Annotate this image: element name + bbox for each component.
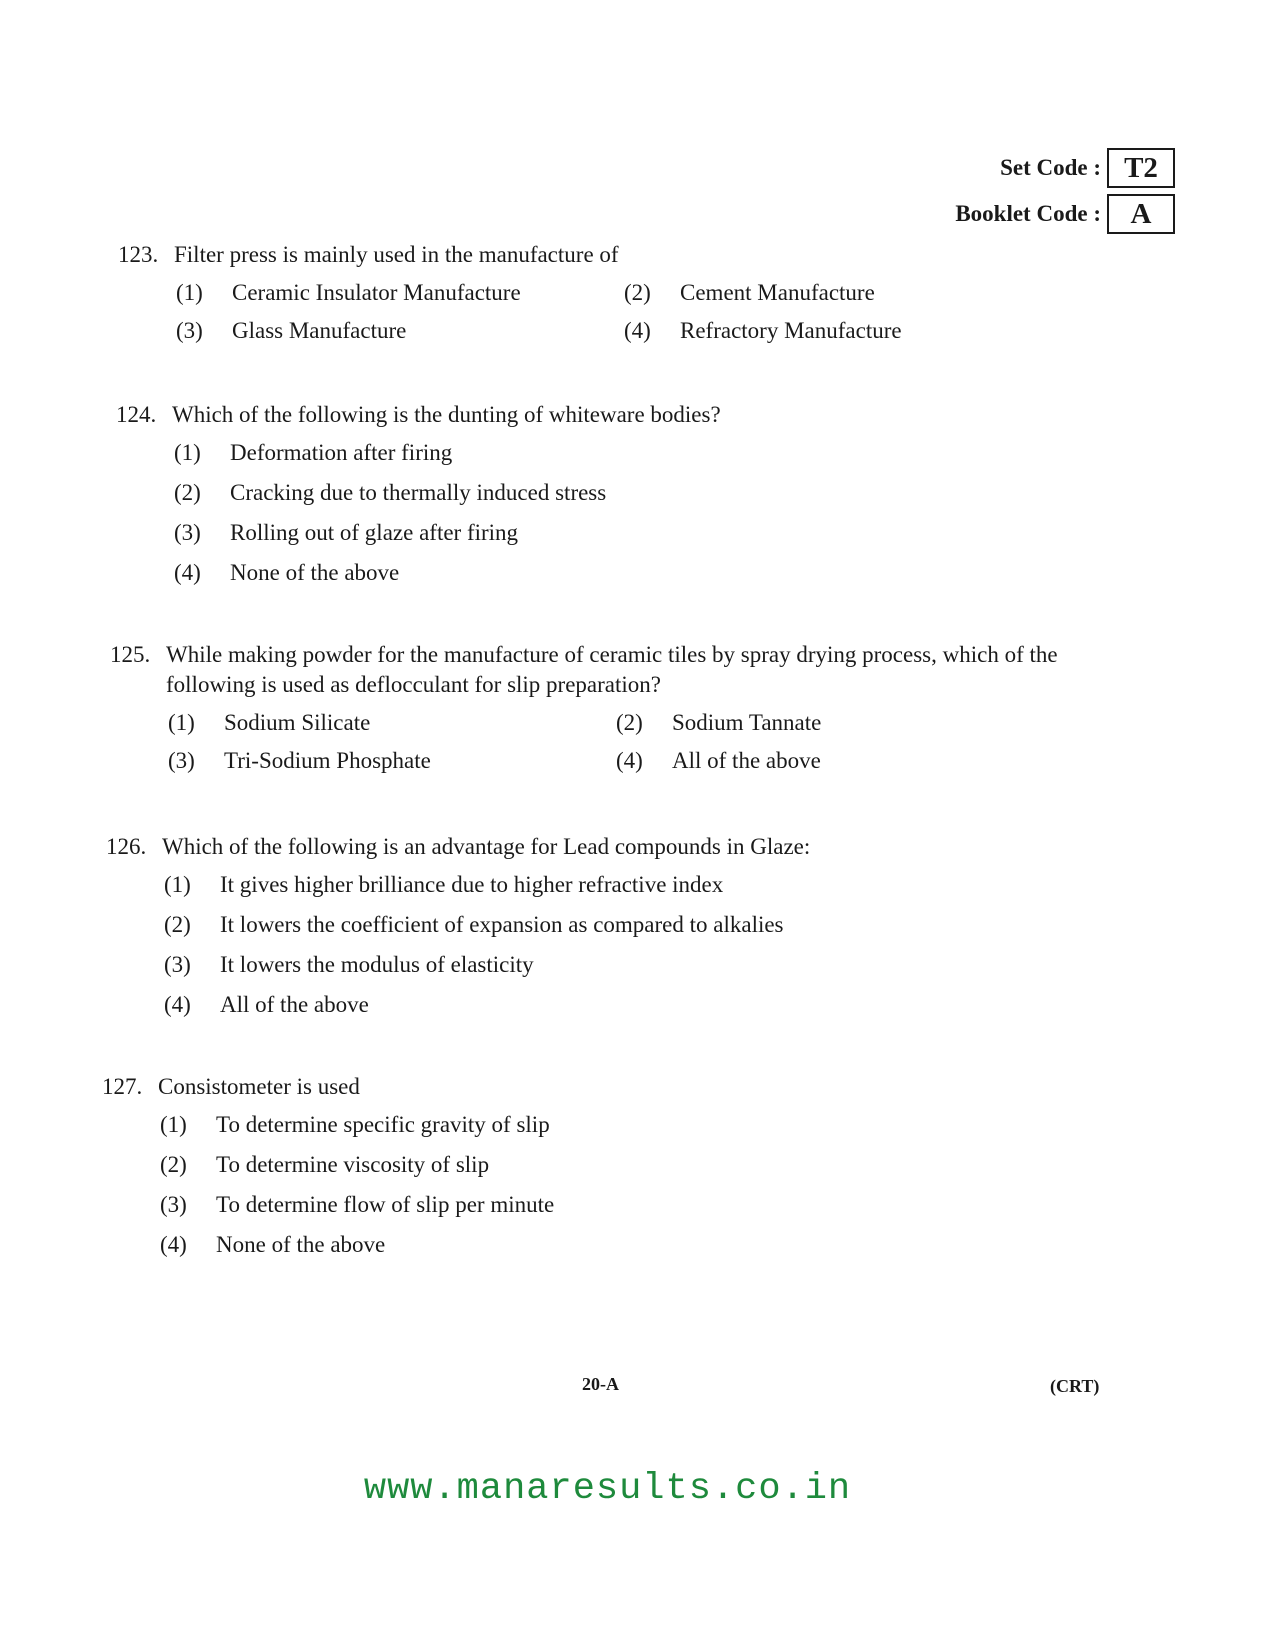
option-2 [174, 478, 1016, 508]
question-stem [118, 240, 1018, 270]
option-4 [624, 316, 1064, 346]
booklet-code-label: Booklet Code : [955, 201, 1101, 226]
option-2 [624, 278, 1064, 308]
exam-codes [955, 148, 1175, 240]
option-text: All of the above [672, 748, 821, 773]
option-number: (4) [616, 748, 643, 773]
option-text: It lowers the modulus of elasticity [220, 952, 534, 977]
option-number: (1) [168, 710, 195, 735]
question-124 [116, 400, 1016, 588]
question-number: 127. [102, 1074, 143, 1099]
question-stem [116, 400, 1016, 430]
question-123 [118, 240, 1018, 346]
set-code-row [955, 148, 1175, 188]
option-text: Deformation after firing [230, 440, 453, 465]
option-3 [168, 746, 616, 776]
option-text: Cement Manufacture [680, 280, 875, 305]
option-text: None of the above [216, 1232, 386, 1257]
option-text: Refractory Manufacture [680, 318, 902, 343]
question-number: 126. [106, 834, 147, 859]
option-1 [174, 438, 1016, 468]
option-1 [164, 870, 1006, 900]
option-2 [160, 1150, 1002, 1180]
option-2 [616, 708, 1056, 738]
option-text: Glass Manufacture [232, 318, 407, 343]
option-3 [174, 518, 1016, 548]
option-text: Cracking due to thermally induced stress [230, 480, 607, 505]
page-number: 20-A [582, 1374, 619, 1394]
option-number: (3) [174, 520, 201, 545]
options-list [160, 1110, 1002, 1260]
option-text: Ceramic Insulator Manufacture [232, 280, 521, 305]
options-list [168, 708, 1120, 776]
option-text: It lowers the coefficient of expansion as compared to alkalies [220, 912, 784, 937]
question-text: Consistometer is used [158, 1074, 360, 1099]
question-stem [110, 640, 1120, 700]
website-watermark: www.manaresults.co.in [363, 1468, 852, 1510]
option-number: (1) [164, 872, 191, 897]
option-1 [176, 278, 624, 308]
question-number: 123. [118, 242, 159, 267]
option-text: Tri-Sodium Phosphate [224, 748, 431, 773]
booklet-code-row [955, 194, 1175, 234]
option-text: None of the above [230, 560, 400, 585]
options-list [174, 438, 1016, 588]
option-number: (2) [616, 710, 643, 735]
option-number: (4) [164, 992, 191, 1017]
question-stem [102, 1072, 1002, 1102]
option-number: (1) [176, 280, 203, 305]
option-number: (2) [160, 1152, 187, 1177]
option-3 [176, 316, 624, 346]
option-1 [160, 1110, 1002, 1140]
option-number: (4) [160, 1232, 187, 1257]
question-126 [106, 832, 1006, 1020]
options-list [176, 278, 1018, 346]
option-number: (2) [164, 912, 191, 937]
option-2 [164, 910, 1006, 940]
question-text: While making powder for the manufacture of ceramic tiles by spray drying process, which of the following is used as deflocculant for slip preparation? [166, 642, 1058, 697]
option-number: (4) [624, 318, 651, 343]
question-number: 124. [116, 402, 157, 427]
option-text: Sodium Silicate [224, 710, 371, 735]
question-text: Filter press is mainly used in the manufacture of [174, 242, 619, 267]
option-text: To determine viscosity of slip [216, 1152, 490, 1177]
question-text: Which of the following is an advantage for Lead compounds in Glaze: [162, 834, 811, 859]
option-4 [174, 558, 1016, 588]
option-number: (3) [160, 1192, 187, 1217]
option-number: (4) [174, 560, 201, 585]
option-text: Rolling out of glaze after firing [230, 520, 519, 545]
option-number: (3) [168, 748, 195, 773]
option-4 [616, 746, 1056, 776]
set-code-value: T2 [1107, 148, 1175, 188]
option-4 [160, 1230, 1002, 1260]
option-text: All of the above [220, 992, 369, 1017]
option-1 [168, 708, 616, 738]
question-stem [106, 832, 1006, 862]
question-127 [102, 1072, 1002, 1260]
option-text: Sodium Tannate [672, 710, 822, 735]
option-text: To determine specific gravity of slip [216, 1112, 550, 1137]
option-4 [164, 990, 1006, 1020]
option-text: To determine flow of slip per minute [216, 1192, 555, 1217]
option-text: It gives higher brilliance due to higher refractive index [220, 872, 724, 897]
option-number: (3) [176, 318, 203, 343]
question-text: Which of the following is the dunting of whiteware bodies? [172, 402, 721, 427]
question-number: 125. [110, 642, 151, 667]
option-number: (2) [174, 480, 201, 505]
set-code-label: Set Code : [1000, 155, 1101, 180]
footer-code: (CRT) [1050, 1376, 1100, 1396]
question-125 [110, 640, 1120, 776]
options-list [164, 870, 1006, 1020]
option-number: (3) [164, 952, 191, 977]
booklet-code-value: A [1107, 194, 1175, 234]
option-3 [164, 950, 1006, 980]
option-number: (1) [160, 1112, 187, 1137]
option-number: (1) [174, 440, 201, 465]
option-number: (2) [624, 280, 651, 305]
option-3 [160, 1190, 1002, 1220]
